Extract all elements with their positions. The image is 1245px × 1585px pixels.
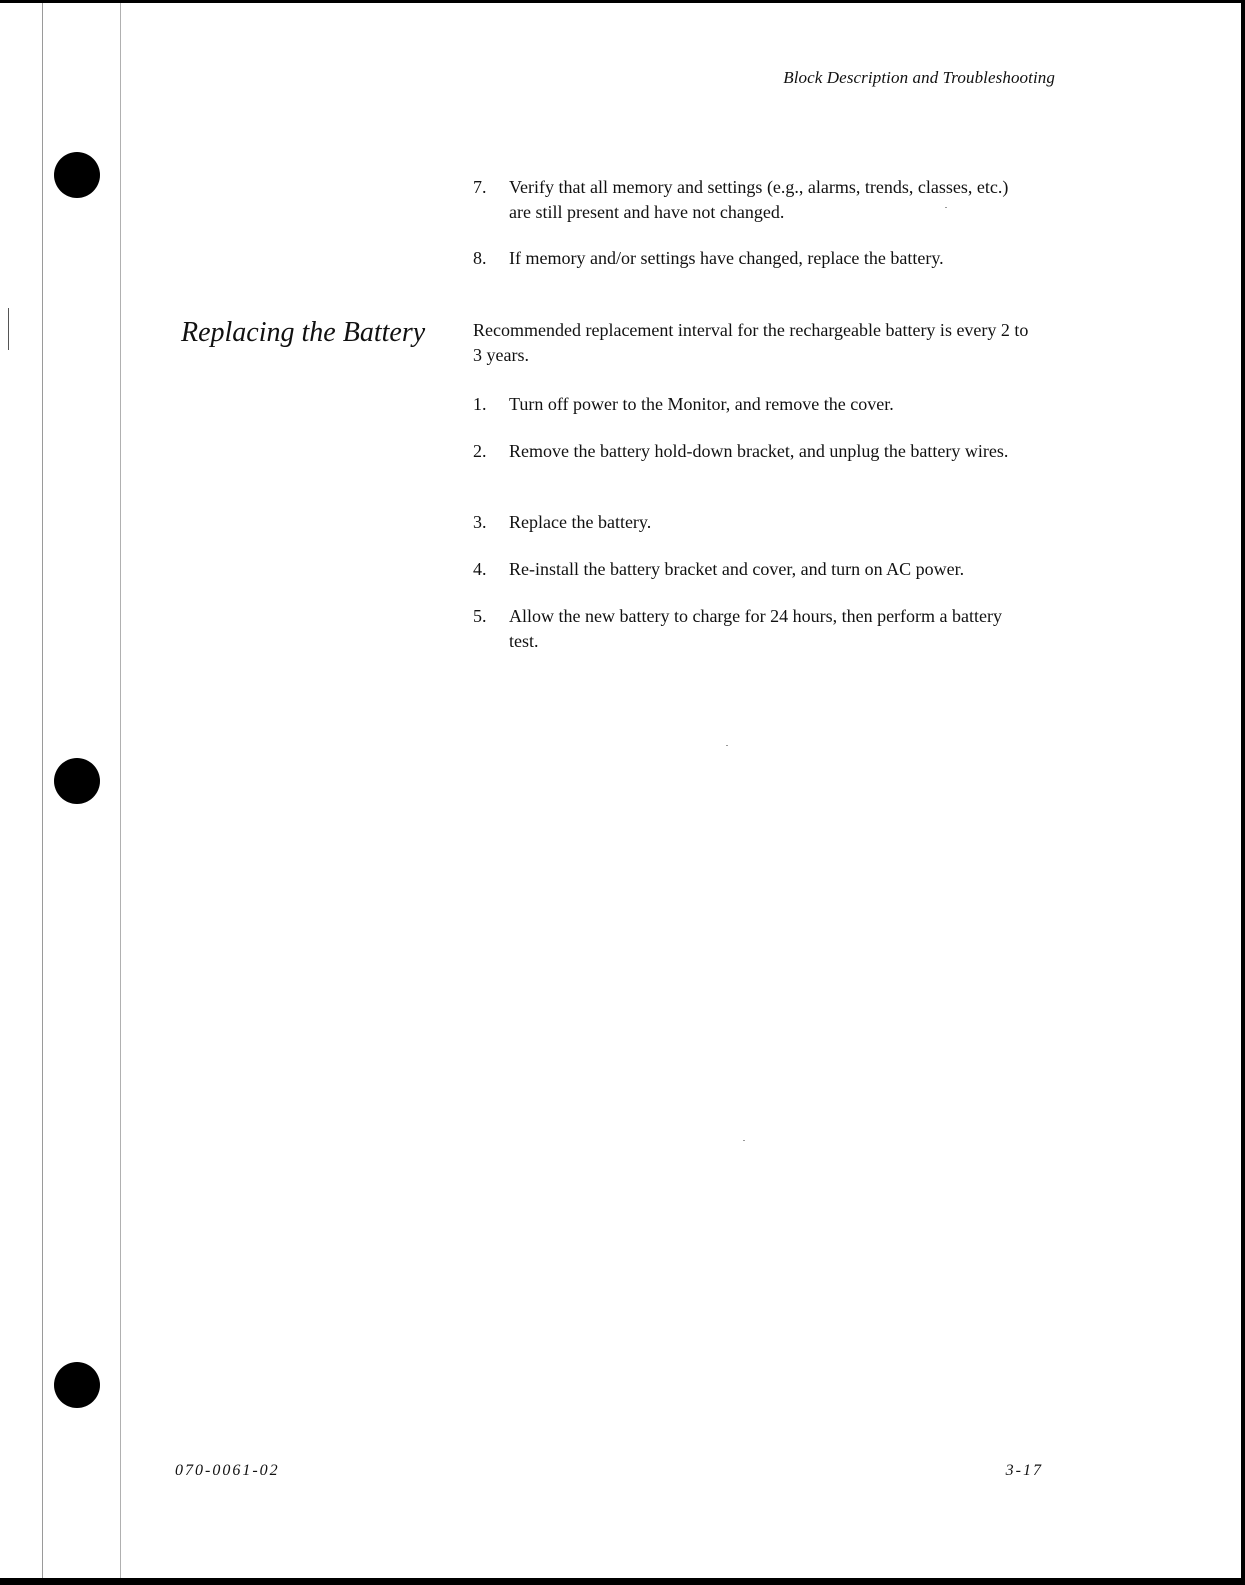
margin-line-left bbox=[42, 3, 43, 1578]
list-item-step-3 bbox=[473, 510, 1033, 535]
scan-edge-top bbox=[0, 0, 1245, 3]
scan-edge-bottom bbox=[0, 1578, 1245, 1585]
step-number: 2. bbox=[473, 441, 487, 461]
scan-edge-right bbox=[1241, 0, 1245, 1585]
list-item-step-1 bbox=[473, 392, 1033, 417]
running-head: Block Description and Troubleshooting bbox=[783, 68, 1055, 87]
list-item-step-5 bbox=[473, 604, 1033, 654]
margin-line-right bbox=[120, 3, 121, 1578]
document-number: 070-0061-02 bbox=[175, 1462, 280, 1479]
scan-speck bbox=[726, 745, 728, 746]
scan-speck bbox=[743, 1140, 745, 1141]
section-intro: Recommended replacement interval for the rechargeable battery is every 2 to 3 years. bbox=[473, 320, 1029, 365]
step-number: 7. bbox=[473, 177, 487, 197]
list-item-step-4 bbox=[473, 557, 1033, 582]
step-number: 1. bbox=[473, 394, 487, 414]
step-number: 8. bbox=[473, 248, 487, 268]
step-text: Turn off power to the Monitor, and remove the cover. bbox=[509, 394, 894, 414]
step-text: Verify that all memory and settings (e.g., alarms, trends, classes, etc.) are still present and have not changed. bbox=[509, 177, 1009, 222]
section-heading: Replacing the Battery bbox=[181, 317, 426, 348]
list-item-step-2 bbox=[473, 439, 1033, 464]
step-text: If memory and/or settings have changed, replace the battery. bbox=[509, 248, 944, 268]
step-text: Re-install the battery bracket and cover, and turn on AC power. bbox=[509, 559, 965, 579]
page-number: 3-17 bbox=[1005, 1462, 1043, 1479]
binder-hole-middle bbox=[54, 758, 100, 804]
step-text: Allow the new battery to charge for 24 hours, then perform a battery test. bbox=[509, 606, 1003, 651]
margin-mark bbox=[8, 308, 9, 350]
binder-hole-top bbox=[54, 152, 100, 198]
step-text: Replace the battery. bbox=[509, 512, 652, 532]
binder-hole-bottom bbox=[54, 1362, 100, 1408]
step-text: Remove the battery hold-down bracket, and unplug the battery wires. bbox=[509, 441, 1009, 461]
step-number: 5. bbox=[473, 606, 487, 626]
list-item-step-8 bbox=[473, 246, 1033, 271]
step-number: 4. bbox=[473, 559, 487, 579]
step-number: 3. bbox=[473, 512, 487, 532]
list-item-step-7 bbox=[473, 175, 1033, 225]
